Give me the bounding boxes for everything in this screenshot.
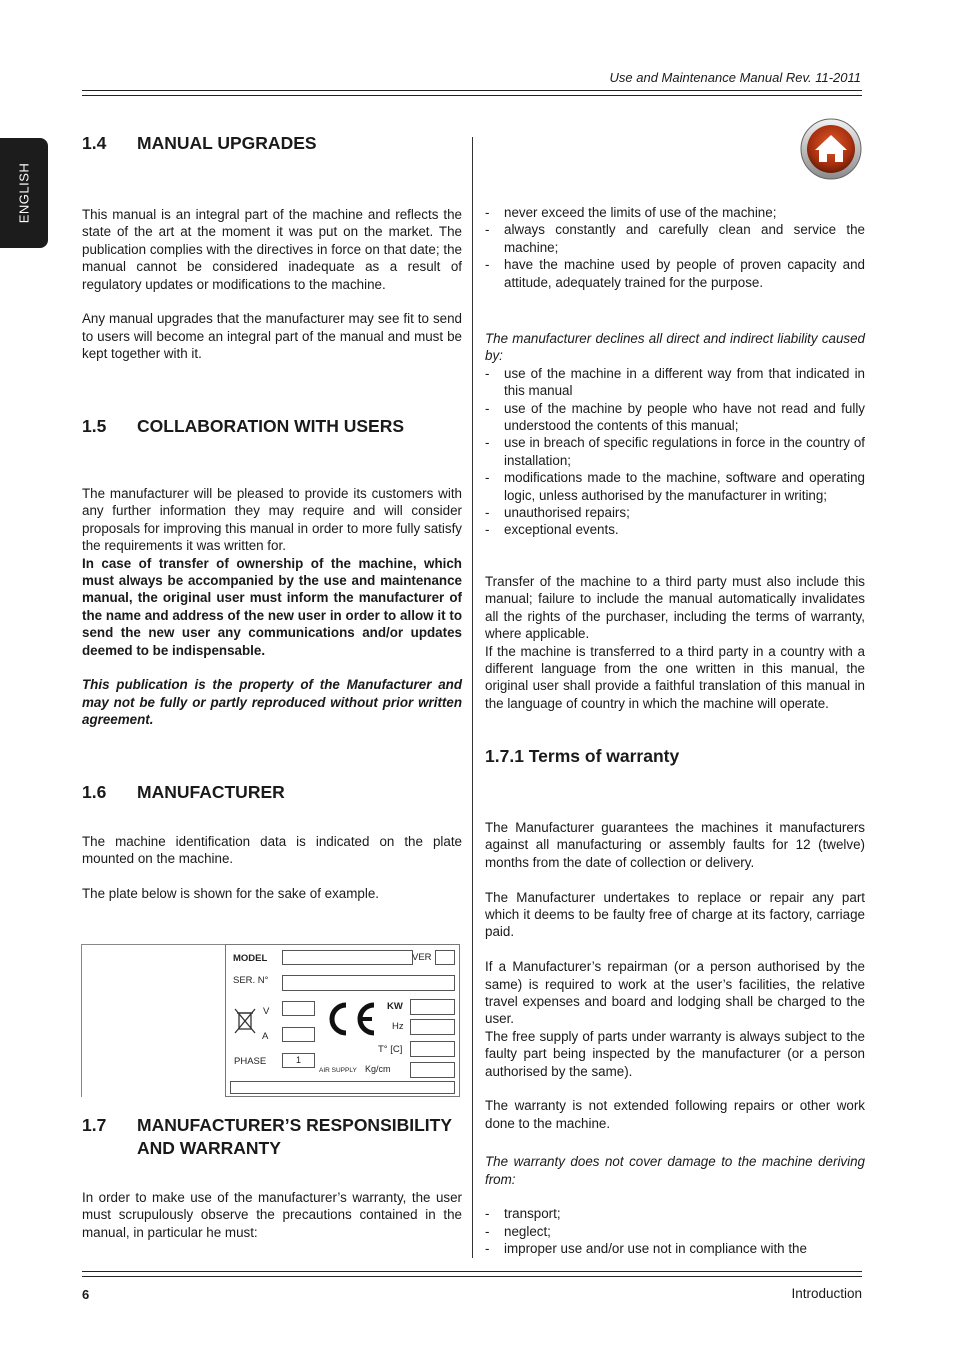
precautions-list [485,204,865,291]
list-item: - neglect; [485,1223,865,1240]
plate-amp-box [282,1027,315,1042]
plate-model-label: MODEL [233,953,268,964]
section-number: 1.6 [82,782,107,802]
paragraph: The Manufacturer undertakes to replace or repair any part which it deems to be faulty free of charge at its factory, carriage paid. [485,889,865,940]
plate-blank-area [81,944,225,1097]
section-1-5-body [82,485,462,729]
plate-phase-value: 1 [282,1053,315,1068]
page-number: 6 [82,1287,90,1302]
plate-phase-label: PHASE [234,1056,267,1067]
plate-ver-label: VER [412,952,432,963]
section-1-7-heading [82,1114,462,1160]
section-1-6-body [82,833,462,903]
subsection-title: 1.7.1 Terms of warranty [485,746,680,766]
transfer-block [485,573,865,712]
header-rule [82,95,862,96]
column-separator [472,137,473,1258]
liability-block [485,330,865,539]
plate-air-box [410,1062,455,1078]
paragraph: If a Manufacturer’s repairman (or a person authorised by the same) is required to work at the user’s facilities, the relative travel expenses and board and lodging shall be charged to the user. [485,959,865,1027]
plate-bottom-box [230,1081,455,1094]
language-tab-label: ENGLISH [16,162,32,224]
footer-rule [82,1271,862,1272]
plate-ver-box [435,950,455,965]
list-item: - transport; [485,1205,865,1222]
plate-hz-label: Hz [392,1021,404,1032]
plate-serial-box [282,975,455,991]
paragraph: This manual is an integral part of the machine and reflects the state of the art at the moment it was put on the market. The publication complies with the directives in force on that date; the manual cannot be considered inadequate as a result of regulatory updates or modifications to the machine. [82,207,462,292]
list-item: - use of the machine by people who have not read and fully understood the contents of this manual; [485,400,865,435]
plate-serial-label: SER. N° [233,975,269,986]
home-icon[interactable] [800,118,862,180]
list-item: - have the machine used by people of proven capacity and attitude, adequately trained for the purpose. [485,256,865,291]
plate-kw-label: KW [387,1001,403,1012]
weee-bin-icon [233,1007,257,1035]
plate-model-box [282,950,413,965]
section-number: 1.4 [82,133,107,153]
paragraph: The machine identification data is indicated on the plate mounted on the machine. [82,834,462,867]
section-1-5-heading [82,415,462,438]
list-item: - modifications made to the machine, software and operating logic, unless authorised by the manufacturer in writing; [485,469,865,504]
warranty-body [485,819,865,1258]
plate-volt-label: V [263,1006,270,1017]
list-item: - always constantly and carefully clean and service the machine; [485,221,865,256]
warranty-exclusions-intro: The warranty does not cover damage to the machine deriving from: [485,1154,865,1187]
plate-temp-label: T° [C] [378,1044,403,1055]
plate-panel [225,944,460,1097]
section-1-7-body [82,1189,462,1241]
plate-hz-box [410,1019,455,1035]
section-1-4-body [82,206,462,363]
paragraph: If the machine is transferred to a third party in a country with a different language from the one written in this manual, the original user shall provide a faithful translation of this manual in the language of country in which the machine will operate. [485,643,865,711]
footer-section: Introduction [791,1286,862,1301]
paragraph: Transfer of the machine to a third party must also include this manual; failure to include the manual automatically invalidates all the rights of the purchaser, including the terms of warranty, where applicable. [485,574,865,642]
list-item: - improper use and/or use not in compliance with the [485,1240,865,1257]
ce-mark-icon [322,999,378,1039]
plate-kw-box [410,999,455,1015]
footer-rule [82,1276,862,1277]
list-item: - exceptional events. [485,521,865,538]
paragraph: The Manufacturer guarantees the machines it manufacturers against all manufacturing or assembly faults for 12 (twelve) months from the date of collection or delivery. [485,820,865,870]
language-tab [0,138,48,248]
paragraph: In order to make use of the manufacturer’s warranty, the user must scrupulously observe the precautions contained in the manual, in particular he must: [82,1190,462,1240]
section-number: 1.7 [82,1115,107,1135]
identification-plate [81,944,460,1097]
paragraph: Any manual upgrades that the manufacturer may see fit to send to users will become an integral part of the manual and must be kept together with it. [82,311,462,362]
section-title: MANUFACTURER [137,782,285,802]
plate-kgcm-label: Kg/cm [365,1064,391,1074]
plate-temp-box [410,1041,455,1057]
section-1-4-heading [82,132,462,155]
section-1-6-heading [82,781,462,804]
header-title: Use and Maintenance Manual Rev. 11-2011 [609,70,861,85]
paragraph-bold: In case of transfer of ownership of the machine, which must always be accompanied by the use and maintenance manual, the original user must inform the manufacturer of the name and address of the new user in order to allow it to send the new user any communications and/or updates deemed to be indispensable. [82,555,462,658]
paragraph: The manufacturer will be pleased to provide its customers with any further information they may require and will consider proposals for improving this manual in order to more fully satisfy the requirements it was written for. [82,486,462,554]
paragraph: The free supply of parts under warranty is always subject to the faulty part being inspected by the manufacturer (or a person authorised by the same). [485,1028,865,1079]
header-rule [82,90,862,91]
section-title: COLLABORATION WITH USERS [137,416,405,436]
section-title: MANUFACTURER’S RESPONSIBILITY AND WARRANTY [137,1115,452,1158]
copyright-notice: This publication is the property of the Manufacturer and may not be fully or partly reproduced without prior written agreement. [82,677,462,728]
section-title: MANUAL UPGRADES [137,133,317,153]
plate-amp-label: A [262,1031,269,1042]
plate-air-label: AIR SUPPLY [319,1067,357,1074]
list-item: - never exceed the limits of use of the machine; [485,204,865,221]
list-item: - use in breach of specific regulations in force in the country of installation; [485,434,865,469]
liability-intro: The manufacturer declines all direct and indirect liability caused by: [485,331,865,364]
list-item: - unauthorised repairs; [485,504,865,521]
paragraph: The warranty is not extended following repairs or other work done to the machine. [485,1098,865,1131]
section-1-7-1-heading [485,748,865,765]
list-item: - use of the machine in a different way from that indicated in this manual [485,365,865,400]
plate-volt-box [282,1001,315,1016]
paragraph: The plate below is shown for the sake of example. [82,886,379,902]
section-number: 1.5 [82,416,107,436]
